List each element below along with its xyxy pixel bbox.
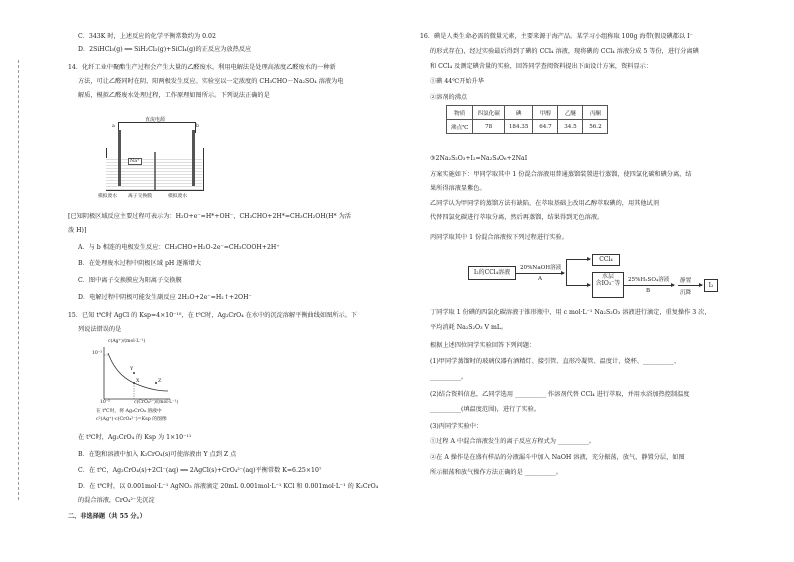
flow-ccl4-box: CCl₄ xyxy=(592,254,620,266)
binding-margin xyxy=(18,60,33,500)
option-d: D．在 t℃时，以 0.001mol·L⁻¹ AgNO₃ 溶液滴定 20mL 0.001mol·L⁻¹ KCl 和 0.001mol·L⁻¹ 的 K₂CrO₄ xyxy=(78,483,379,490)
step-b-reagent: 25%H₂SO₄溶液 xyxy=(628,277,670,283)
flow-start-box: I₂的CCl₄溶液 xyxy=(468,266,516,280)
table-header-cell: 乙醚 xyxy=(558,106,583,120)
x-tick-label: 10⁻⁵ xyxy=(100,400,111,405)
option-b: B．在处理废水过程中阴极区域 pH 逐渐增大 xyxy=(78,260,202,267)
table-row xyxy=(447,120,608,134)
text-line: [已知阴极区域反应主要过程可表示为：H₂O+e⁻=H*+OH⁻，CH₃CHO+2H*=CH₃CH₂OH(H* 为活 xyxy=(68,213,351,220)
flow-aqueous-box xyxy=(592,272,624,298)
electrode-right xyxy=(192,130,195,186)
flow-arrow xyxy=(566,259,590,260)
electrolysis-diagram xyxy=(98,117,210,199)
table-header-cell: 丙酮 xyxy=(583,106,608,120)
point-x xyxy=(133,382,135,384)
text-line: ②溶剂的沸点 xyxy=(430,94,468,101)
table-cell: 56.2 xyxy=(583,120,608,134)
point-y-label: Y xyxy=(130,367,134,372)
flow-arrow xyxy=(516,273,564,274)
text-line: 方法，可让乙醛同时在阴、阳两极发生反应。实验室以一定浓度的 CH₃CHO－Na₂SO₄ 溶液为电 xyxy=(78,78,344,85)
point-z-label: Z xyxy=(158,379,162,384)
text-line: D．2SiHCl₃(g) ══ SiH₂Cl₂(g)+SiCl₄(g)的正反应为放热反应 xyxy=(78,46,252,53)
option-a: 在 t℃时，Ag₂CrO₄ 的 Ksp 为 1×10⁻¹¹ xyxy=(78,434,192,441)
table-row xyxy=(447,106,608,120)
step-b-letter: B xyxy=(646,288,651,294)
text-line: 的形式存在)，经过实验最后得到了碘的 CCl₄ 溶液，现将碘的 CCl₄ 溶液分成 5 等份，进行分离碘 xyxy=(430,48,699,55)
flow-end-box: I₂ xyxy=(704,279,718,292)
step-c-label: 沉降 xyxy=(680,290,692,296)
curve xyxy=(108,353,168,391)
point-x-label: X xyxy=(136,379,140,384)
left-chamber-label: 模拟废水 xyxy=(98,194,118,199)
text-line: 列说法错误的是 xyxy=(78,326,122,333)
text-line: ①碘 44℃开始升华 xyxy=(430,78,484,85)
table-cell: 78 xyxy=(473,120,504,134)
option-c: C．在 t℃，Ag₂CrO₄(s)+2Cl⁻(aq) ══ 2AgCl(s)+CrO₄²⁻(aq)平衡常数 K=6.25×10⁷ xyxy=(78,467,322,474)
text-line: 所示振荡和放气操作方法正确的是 __________。 xyxy=(430,469,562,476)
text-line: __________(填温度范围)，进行了实验。 xyxy=(430,406,541,413)
section-heading: 二、非选择题（共 55 分。） xyxy=(68,513,146,520)
table-cell: 34.5 xyxy=(558,120,583,134)
power-supply-label: 直流电源 xyxy=(140,116,170,122)
flow-arrow xyxy=(678,285,702,286)
ion-exchange-membrane xyxy=(154,152,156,190)
text-line: 代替四氯化碳进行萃取分离，然后再蒸馏，结果得到无色溶液。 xyxy=(430,214,604,221)
electrode-left xyxy=(118,130,121,186)
option-c: C．图中离子交换膜应为阳离子交换膜 xyxy=(78,277,182,284)
question-16-3-2: ②在 A 操作是在盛有样品的分液漏斗中加入 NaOH 溶液，充分振荡，放气，静置分层，如图 xyxy=(430,454,685,461)
question-15-stem: 15．已知 t℃时 AgCl 的 Ksp=4×10⁻¹⁰，在 t℃时，Ag₂CrO₄ 在水中的沉淀溶解平衡曲线如图所示。下 xyxy=(68,312,358,319)
text-line: 果所得溶液显紫色。 xyxy=(430,185,486,192)
text-line: 丙同学取其中 1 份混合溶液按下列过程进行实验。 xyxy=(430,234,568,241)
question-16-stem: 16．碘是人类生命必需的微量元素，主要来源于海产品。某学习小组称取 100g 海带(假设碘都以 I⁻ xyxy=(420,33,693,40)
text-line: C．343K 时，上述反应的化学平衡常数约为 0.02 xyxy=(78,33,216,40)
right-chamber-label: 模拟废水 xyxy=(168,194,188,199)
option-a: A．与 b 相连的电极发生反应：CH₃CHO+H₂O-2e⁻=CH₃COOH+2H⁺ xyxy=(78,244,280,251)
y-tick-label: 10⁻³ xyxy=(92,351,103,356)
graph-caption: 在 t℃时，将 Ag₂CrO₄ 溶液中 xyxy=(96,409,162,414)
membrane-label: 离子交换膜 xyxy=(128,194,152,199)
x-axis-label: c(CrO₄²⁻)/(mol·L⁻¹) xyxy=(134,400,179,405)
point-y xyxy=(133,372,135,374)
graph-caption: c²(Ag⁺)·c(CrO₄²⁻)=Ksp 的图像 xyxy=(96,417,167,422)
circuit-wire xyxy=(118,122,196,133)
y-axis-label: c(Ag⁺)/(mol·L⁻¹) xyxy=(108,339,146,344)
text-line: 丁同学取 1 份碘的四氯化碳溶液于锥形瓶中，用 c mol·L⁻¹ Na₂S₂O₃ 溶液进行滴定，重复操作 3 次， xyxy=(430,309,711,316)
question-16-1: (1)甲同学蒸馏时的玻璃仪器有酒精灯、接引管、直形冷凝管、温度计、烧杯、__________、 xyxy=(430,358,681,365)
text-line: 的混合溶液，CrO₄²⁻先沉淀 xyxy=(78,497,155,504)
aqueous-line-2: 含IO₃⁻等 xyxy=(595,280,621,288)
text-line: 平均消耗 Na₂S₂O₃ V mL。 xyxy=(430,324,508,331)
text-line: 乙同学认为甲同学的蒸馏方法有缺陷，在萃取基础上改用乙醇萃取碘的，用其他试剂 xyxy=(430,200,659,207)
electrode-a-label: a xyxy=(112,124,115,129)
table-header-cell: 四氯化碳 xyxy=(473,106,504,120)
boiling-point-table xyxy=(446,105,608,134)
flow-arrow xyxy=(566,285,590,286)
text-line: 方案实施如下：甲同学取其中 1 份混合溶液用普通蒸馏装置进行蒸馏，使四氯化碳和碘分离，结 xyxy=(430,171,692,178)
step-a-letter: A xyxy=(538,276,543,282)
question-14-stem: 14．化纤工业中聚酯生产过程会产生大量的乙醛废水，利用电解法是处理高浓度乙醛废水的一种新 xyxy=(68,64,336,71)
table-cell: 沸点℃ xyxy=(447,120,473,134)
electrode-b-label: b xyxy=(196,124,200,129)
text-line: 泼 H)] xyxy=(68,227,87,234)
point-z xyxy=(155,382,157,384)
question-16-3: (3)丙同学实验中： xyxy=(430,423,483,430)
table-header-cell: 甲醇 xyxy=(533,106,558,120)
option-b: B．在饱和溶液中加入 K₂CrO₄(s)可使溶液由 Y 点到 Z 点 xyxy=(78,451,237,458)
aqueous-line-1: 水层 xyxy=(601,273,614,280)
ion-label: Na⁺ xyxy=(130,159,140,164)
flow-arrow xyxy=(624,285,674,286)
flow-connector xyxy=(566,259,567,285)
table-header-cell: 碘 xyxy=(504,106,533,120)
solubility-curve-graph xyxy=(92,339,179,422)
question-16-3-1: ①过程 A 中混合溶液发生的离子反应方程式为 __________。 xyxy=(430,438,596,445)
table-header-cell: 物质 xyxy=(447,106,473,120)
text-line: 解质，模拟乙醛废水处理过程，工作原理如图所示。下列说法正确的是 xyxy=(78,92,270,99)
option-d: D．电解过程中阴极可能发生副反应 2H₂O+2e⁻=H₂↑+2OH⁻ xyxy=(78,294,252,301)
text-line: ③2Na₂S₂O₃+I₂=Na₂S₄O₆+2NaI xyxy=(430,155,528,162)
table-cell: 64.7 xyxy=(533,120,558,134)
text-line: __________。 xyxy=(430,374,468,381)
text-line: 根据上述四位同学实验回答下列问题： xyxy=(430,342,536,349)
step-a-reagent: 20%NaOH溶液 xyxy=(520,265,562,271)
table-cell: 184.35 xyxy=(504,120,533,134)
question-16-2: (2)结合资料信息，乙同学选用 __________ 作溶剂代替 CCl₄ 进行萃取，并用水浴加热控制温度 xyxy=(430,391,690,398)
text-line: 和 CCl₄ 及测定碘含量的实验，回答同学查阅资料提出下面设计方案，资料显示： xyxy=(430,63,653,70)
step-c-label: 静置 xyxy=(680,278,692,284)
